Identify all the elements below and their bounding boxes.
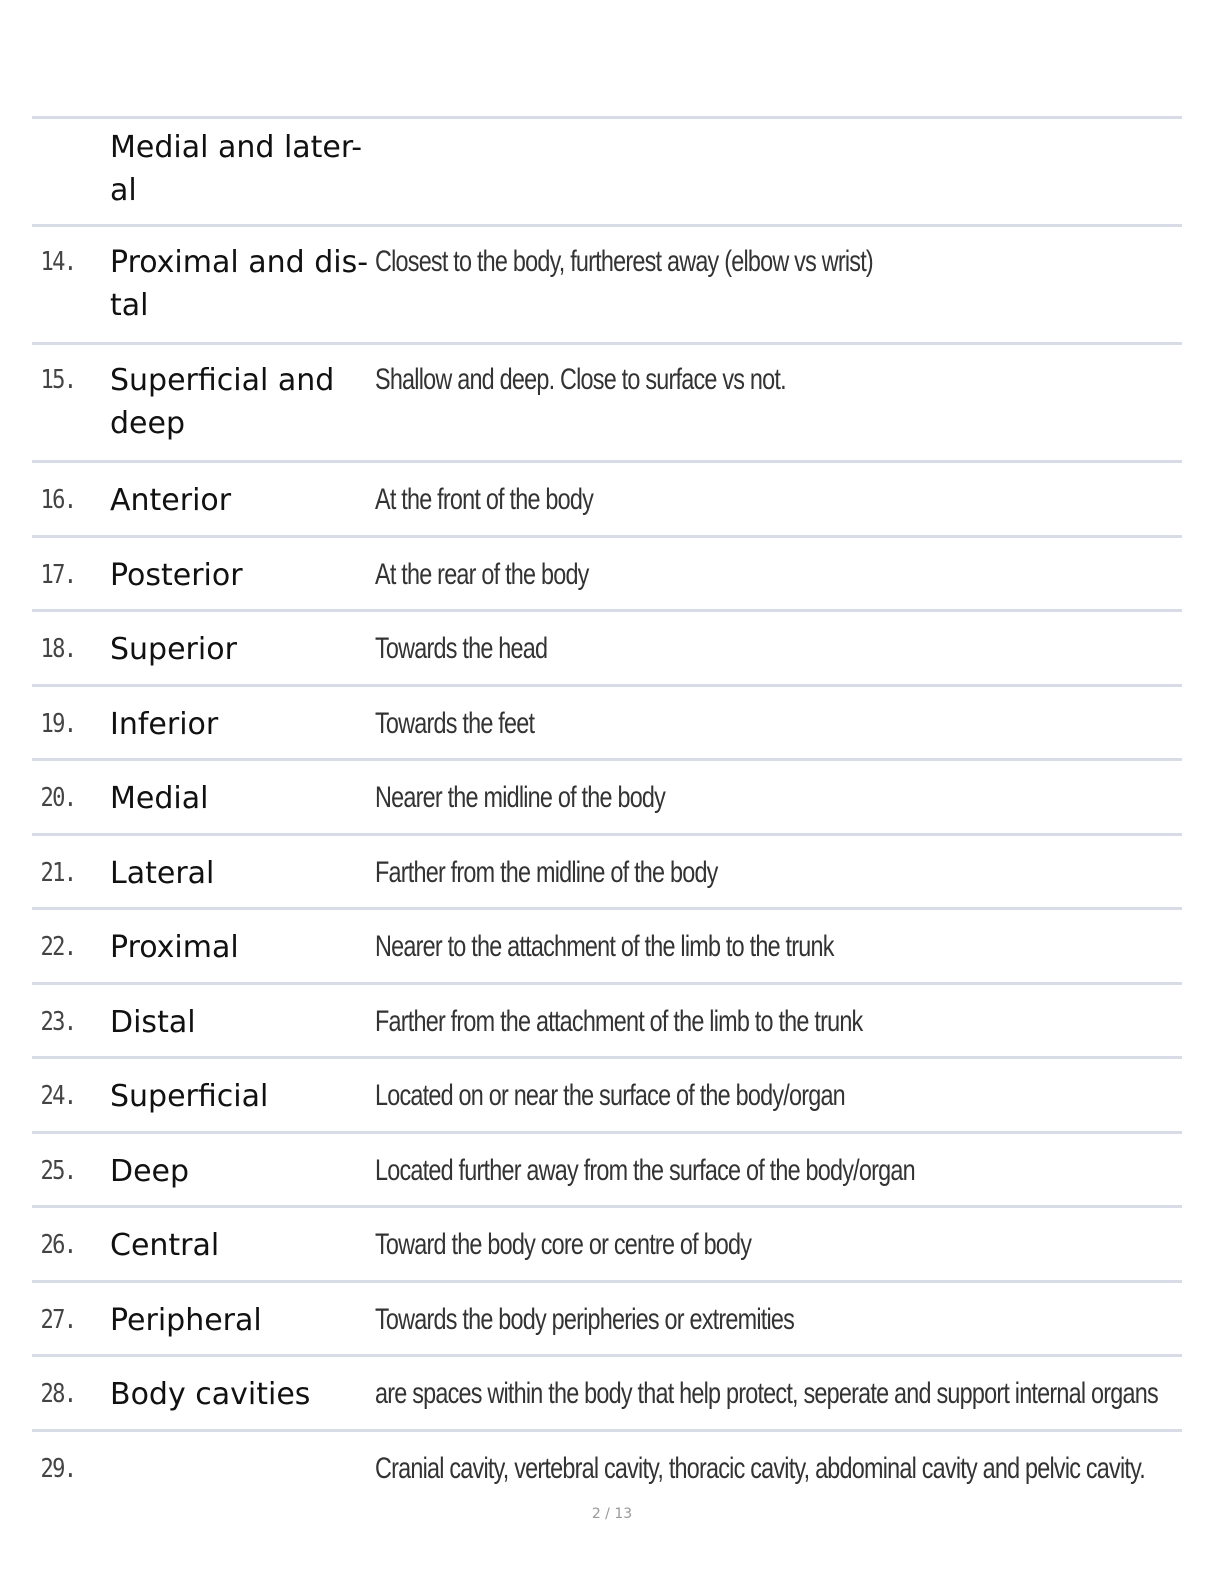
table-row bbox=[32, 836, 1182, 911]
row-term: Deep bbox=[110, 1153, 190, 1189]
table-row bbox=[32, 1208, 1182, 1283]
row-description: Towards the head bbox=[375, 632, 548, 665]
row-number: 18. bbox=[40, 634, 76, 664]
row-term-text: Proximal and dis- tal bbox=[110, 245, 369, 323]
row-description: are spaces within the body that help protect, seperate and support internal organs bbox=[375, 1377, 1158, 1410]
row-number: 17. bbox=[40, 559, 76, 590]
table-row bbox=[32, 227, 1182, 345]
page-number: 2 / 13 bbox=[591, 1506, 633, 1522]
row-term: Superior bbox=[110, 632, 237, 667]
row-description: Nearer to the attachment of the limb to the trunk bbox=[375, 930, 834, 963]
table-row bbox=[32, 612, 1182, 687]
row-number: 23. bbox=[40, 1006, 76, 1037]
table-row bbox=[32, 761, 1182, 836]
row-number: 15. bbox=[40, 365, 76, 395]
table-row bbox=[32, 1432, 1182, 1507]
row-description: Located on or near the surface of the body/organ bbox=[375, 1079, 845, 1112]
row-number: 21. bbox=[40, 857, 76, 888]
row-term: Inferior bbox=[110, 706, 219, 742]
row-term-text: Superficial and deep bbox=[110, 363, 335, 441]
row-term: Posterior bbox=[110, 557, 243, 593]
row-term: Superficial bbox=[110, 1079, 269, 1114]
row-term: Body cavities bbox=[110, 1377, 311, 1412]
row-number: 28. bbox=[40, 1379, 76, 1409]
row-description: Shallow and deep. Close to surface vs not. bbox=[375, 363, 786, 396]
row-description: Toward the body core or centre of body bbox=[375, 1228, 752, 1261]
row-number: 16. bbox=[40, 485, 76, 515]
table-row bbox=[32, 463, 1182, 538]
row-term: Anterior bbox=[110, 483, 232, 518]
row-number: 25. bbox=[40, 1155, 76, 1186]
table-row bbox=[32, 538, 1182, 613]
table-row bbox=[32, 985, 1182, 1060]
row-term bbox=[110, 359, 375, 445]
row-term: Distal bbox=[110, 1004, 196, 1040]
table-row bbox=[32, 119, 1182, 227]
row-number: 14. bbox=[40, 247, 76, 277]
table-row bbox=[32, 910, 1182, 985]
table-row bbox=[32, 687, 1182, 762]
row-description: Located further away from the surface of the body/organ bbox=[375, 1153, 915, 1187]
row-number: 20. bbox=[40, 783, 76, 813]
row-description: Towards the body peripheries or extremities bbox=[375, 1302, 795, 1336]
row-term-text: Medial and later- al bbox=[110, 130, 363, 208]
table-row bbox=[32, 1357, 1182, 1432]
row-description: Farther from the attachment of the limb to the trunk bbox=[375, 1004, 863, 1038]
row-term: Peripheral bbox=[110, 1302, 262, 1338]
row-description: Cranial cavity, vertebral cavity, thoracic cavity, abdominal cavity and pelvic cavity. bbox=[375, 1451, 1146, 1485]
row-term bbox=[110, 124, 375, 212]
row-number: 29. bbox=[40, 1453, 76, 1484]
row-number bbox=[32, 124, 98, 128]
row-term: Proximal bbox=[110, 930, 239, 965]
row-term: Central bbox=[110, 1228, 220, 1263]
row-description: Towards the feet bbox=[375, 706, 535, 740]
row-description: At the front of the body bbox=[375, 483, 594, 516]
row-term: Lateral bbox=[110, 855, 215, 891]
row-term: Medial bbox=[110, 781, 209, 816]
table-row bbox=[32, 1134, 1182, 1209]
row-number: 27. bbox=[40, 1304, 76, 1335]
table-row bbox=[32, 345, 1182, 463]
table-row bbox=[32, 1059, 1182, 1134]
row-description: Farther from the midline of the body bbox=[375, 855, 718, 889]
row-number: 19. bbox=[40, 708, 76, 739]
row-term bbox=[110, 241, 375, 327]
row-description: Closest to the body, furtherest away (elbow vs wrist) bbox=[375, 245, 873, 278]
row-number: 22. bbox=[40, 932, 76, 962]
table-row bbox=[32, 1283, 1182, 1358]
row-description: Nearer the midline of the body bbox=[375, 781, 666, 814]
row-description: At the rear of the body bbox=[375, 557, 589, 591]
terms-table bbox=[32, 116, 1182, 1506]
row-number: 26. bbox=[40, 1230, 76, 1260]
row-description bbox=[375, 124, 1004, 128]
row-number: 24. bbox=[40, 1081, 76, 1111]
